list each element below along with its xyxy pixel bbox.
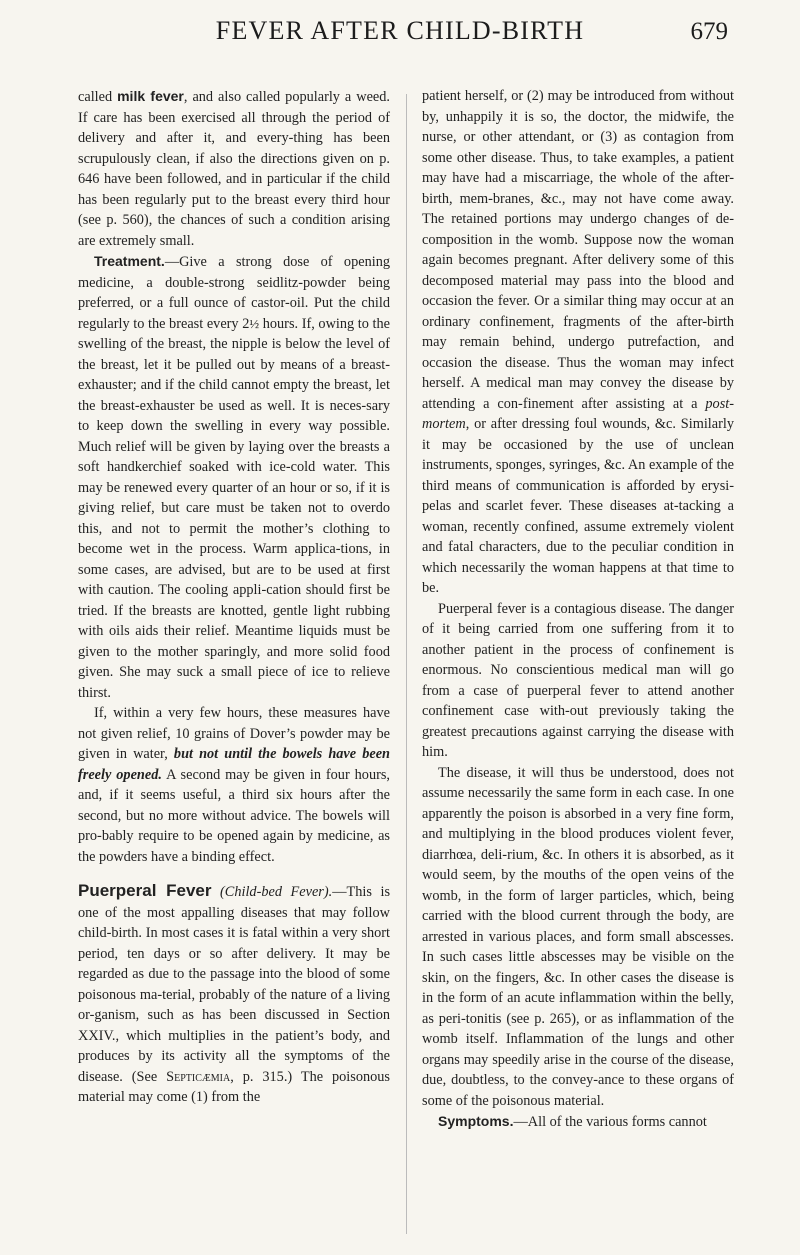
text-columns <box>78 86 734 1236</box>
column-divider <box>406 94 407 1234</box>
cross-reference: Septicæmia <box>166 1068 231 1085</box>
paragraph: If, within a very few hours, these measures have not given relief, 10 grains of Dover’s powder may be given in water, but not until the bowels have been freely opened. A second may be given in four hours, and, if it seems useful, a third six hours after the second, but no more without advice. The bowels will pro-bably require to be opened again by medicine, as the powders have a binding effect. <box>78 705 390 865</box>
paragraph: patient herself, or (2) may be introduced from without by, unhappily it is so, the doctor, the midwife, the nurse, or other attendant, or (3) as contagion from some other disease. Thus, to take examples, a patient may have had a miscarriage, the whole of the after-birth, mem-branes, &c., may not have come away. The retained portions may undergo changes of de-composition in the womb. Suppose now the woman again becomes pregnant. After delivery some of this decomposed material may pass into the blood and occasion the fever. Or a similar thing may occur at an ordinary confinement, fragments of the after-birth may remain behind, undergo putrefaction, and occasion the disease. Thus the woman may infect herself. A medical man may convey the disease by attending a con-finement after assisting at a post-mortem, or after dressing foul wounds, &c. Similarly it may be occasioned by the use of unclean instruments, sponges, syringes, &c. An example of the third means of communication is afforded by erysi-pelas and scarlet fever. These diseases at-tacking a woman, recently confined, assume extremely violent and fatal characters, due to the peculiar condition in which necessarily the woman happens at that time to be. <box>422 88 734 596</box>
emphasis: but not until the bowels have been freely opened. <box>78 746 390 783</box>
heading-puerperal-fever: Puerperal Fever <box>78 881 212 900</box>
page-number: 679 <box>690 18 728 45</box>
paragraph-treatment: Treatment.—Give a strong dose of opening medicine, a double-strong seidlitz-powder being preferred, or a full ounce of castor-oil. Put the child regularly to the breast every 2½ hours. If, owing to the swelling of the breast, the nipple is below the level of the breast, let it be pulled out by means of a breast-exhauster; and if the child cannot empty the breast, let the breast-exhauster be used as well. It is neces-sary to keep down the swelling in every way possible. Much relief will be given by laying over the breasts a soft handkerchief soaked with ice-cold water. This may be renewed every quarter of an hour or so, if it is giving relief, but care must be taken not to overdo this, and not to permit the mother’s clothing to become wet in the process. Warm applica-tions, in some cases, are advised, but are to be used at first with caution. The cooling appli-cation should first be tried. If the breasts are knotted, gentle light rubbing with oils aids their relief. Meantime liquids must be given to the mother sparingly, and more solid food given. She may suck a small piece of ice to relieve thirst. <box>78 253 390 701</box>
right-column <box>422 86 734 1133</box>
paragraph-puerperal-fever: Puerperal Fever (Child-bed Fever).—This is one of the most appalling diseases that may follow child-birth. In most cases it is fatal within a very short period, ten days or so after delivery. It may be regarded as due to the passage into the blood of some poisonous ma-terial, probably of the nature of a living or-ganism, such as has been discussed in Section XXIV., which multiplies in the patient’s body, and produces by its activity all the symptoms of the disease. (See Septicæmia, p. 315.) The poisonous material may come (1) from the <box>78 881 391 1105</box>
page-header <box>0 16 800 56</box>
paragraph-symptoms: Symptoms.—All of the various forms cannot <box>438 1113 707 1130</box>
paragraph: called milk fever, and also called popularly a weed. If care has been exercised all through the period of delivery and after it, and every-thing has been scrupulously clean, if also the directions given on p. 646 have been followed, and in particular if the child has been regularly put to the breast every third hour (see p. 560), the chances of such a condition arising are extremely small. <box>78 88 390 249</box>
heading-parenthetical: (Child-bed Fever). <box>220 884 333 900</box>
running-title: FEVER AFTER CHILD-BIRTH <box>215 16 585 45</box>
heading-treatment: Treatment. <box>94 253 165 269</box>
emphasis: post-mortem <box>422 395 734 432</box>
paragraph: Puerperal fever is a contagious disease. The danger of it being carried from one suffering from it to another patient in the process of confinement is enormous. No conscientious medical man will go from a case of puerperal fever to attend another confinement case with-out previously taking the greatest precautions against carrying the disease with him. <box>422 600 734 760</box>
term-milk-fever: milk fever <box>117 88 184 104</box>
heading-symptoms: Symptoms. <box>438 1113 514 1129</box>
paragraph: The disease, it will thus be understood, does not assume necessarily the same form in each case. In one apparently the poison is absorbed in a very fine form, and multiplying in the blood produces violent fever, diarrhœa, deli-rium, &c. In others it is absorbed, as it would seem, by the mouths of the open veins of the womb, in the form of larger particles, which, being carried with the blood current through the body, are arrested in various places, and form small abscesses. In such cases little abscesses may be visible on the skin, on the fingers, &c. In other cases the disease is in the form of an acute inflammation within the belly, as peri-tonitis (see p. 265), or as inflammation of the womb itself. Inflammation of the lungs and other organs may speedily arise in the course of the disease, due, doubtless, to the convey-ance to these organs of some of the poisonous material. <box>422 764 734 1109</box>
left-column <box>78 86 390 1108</box>
